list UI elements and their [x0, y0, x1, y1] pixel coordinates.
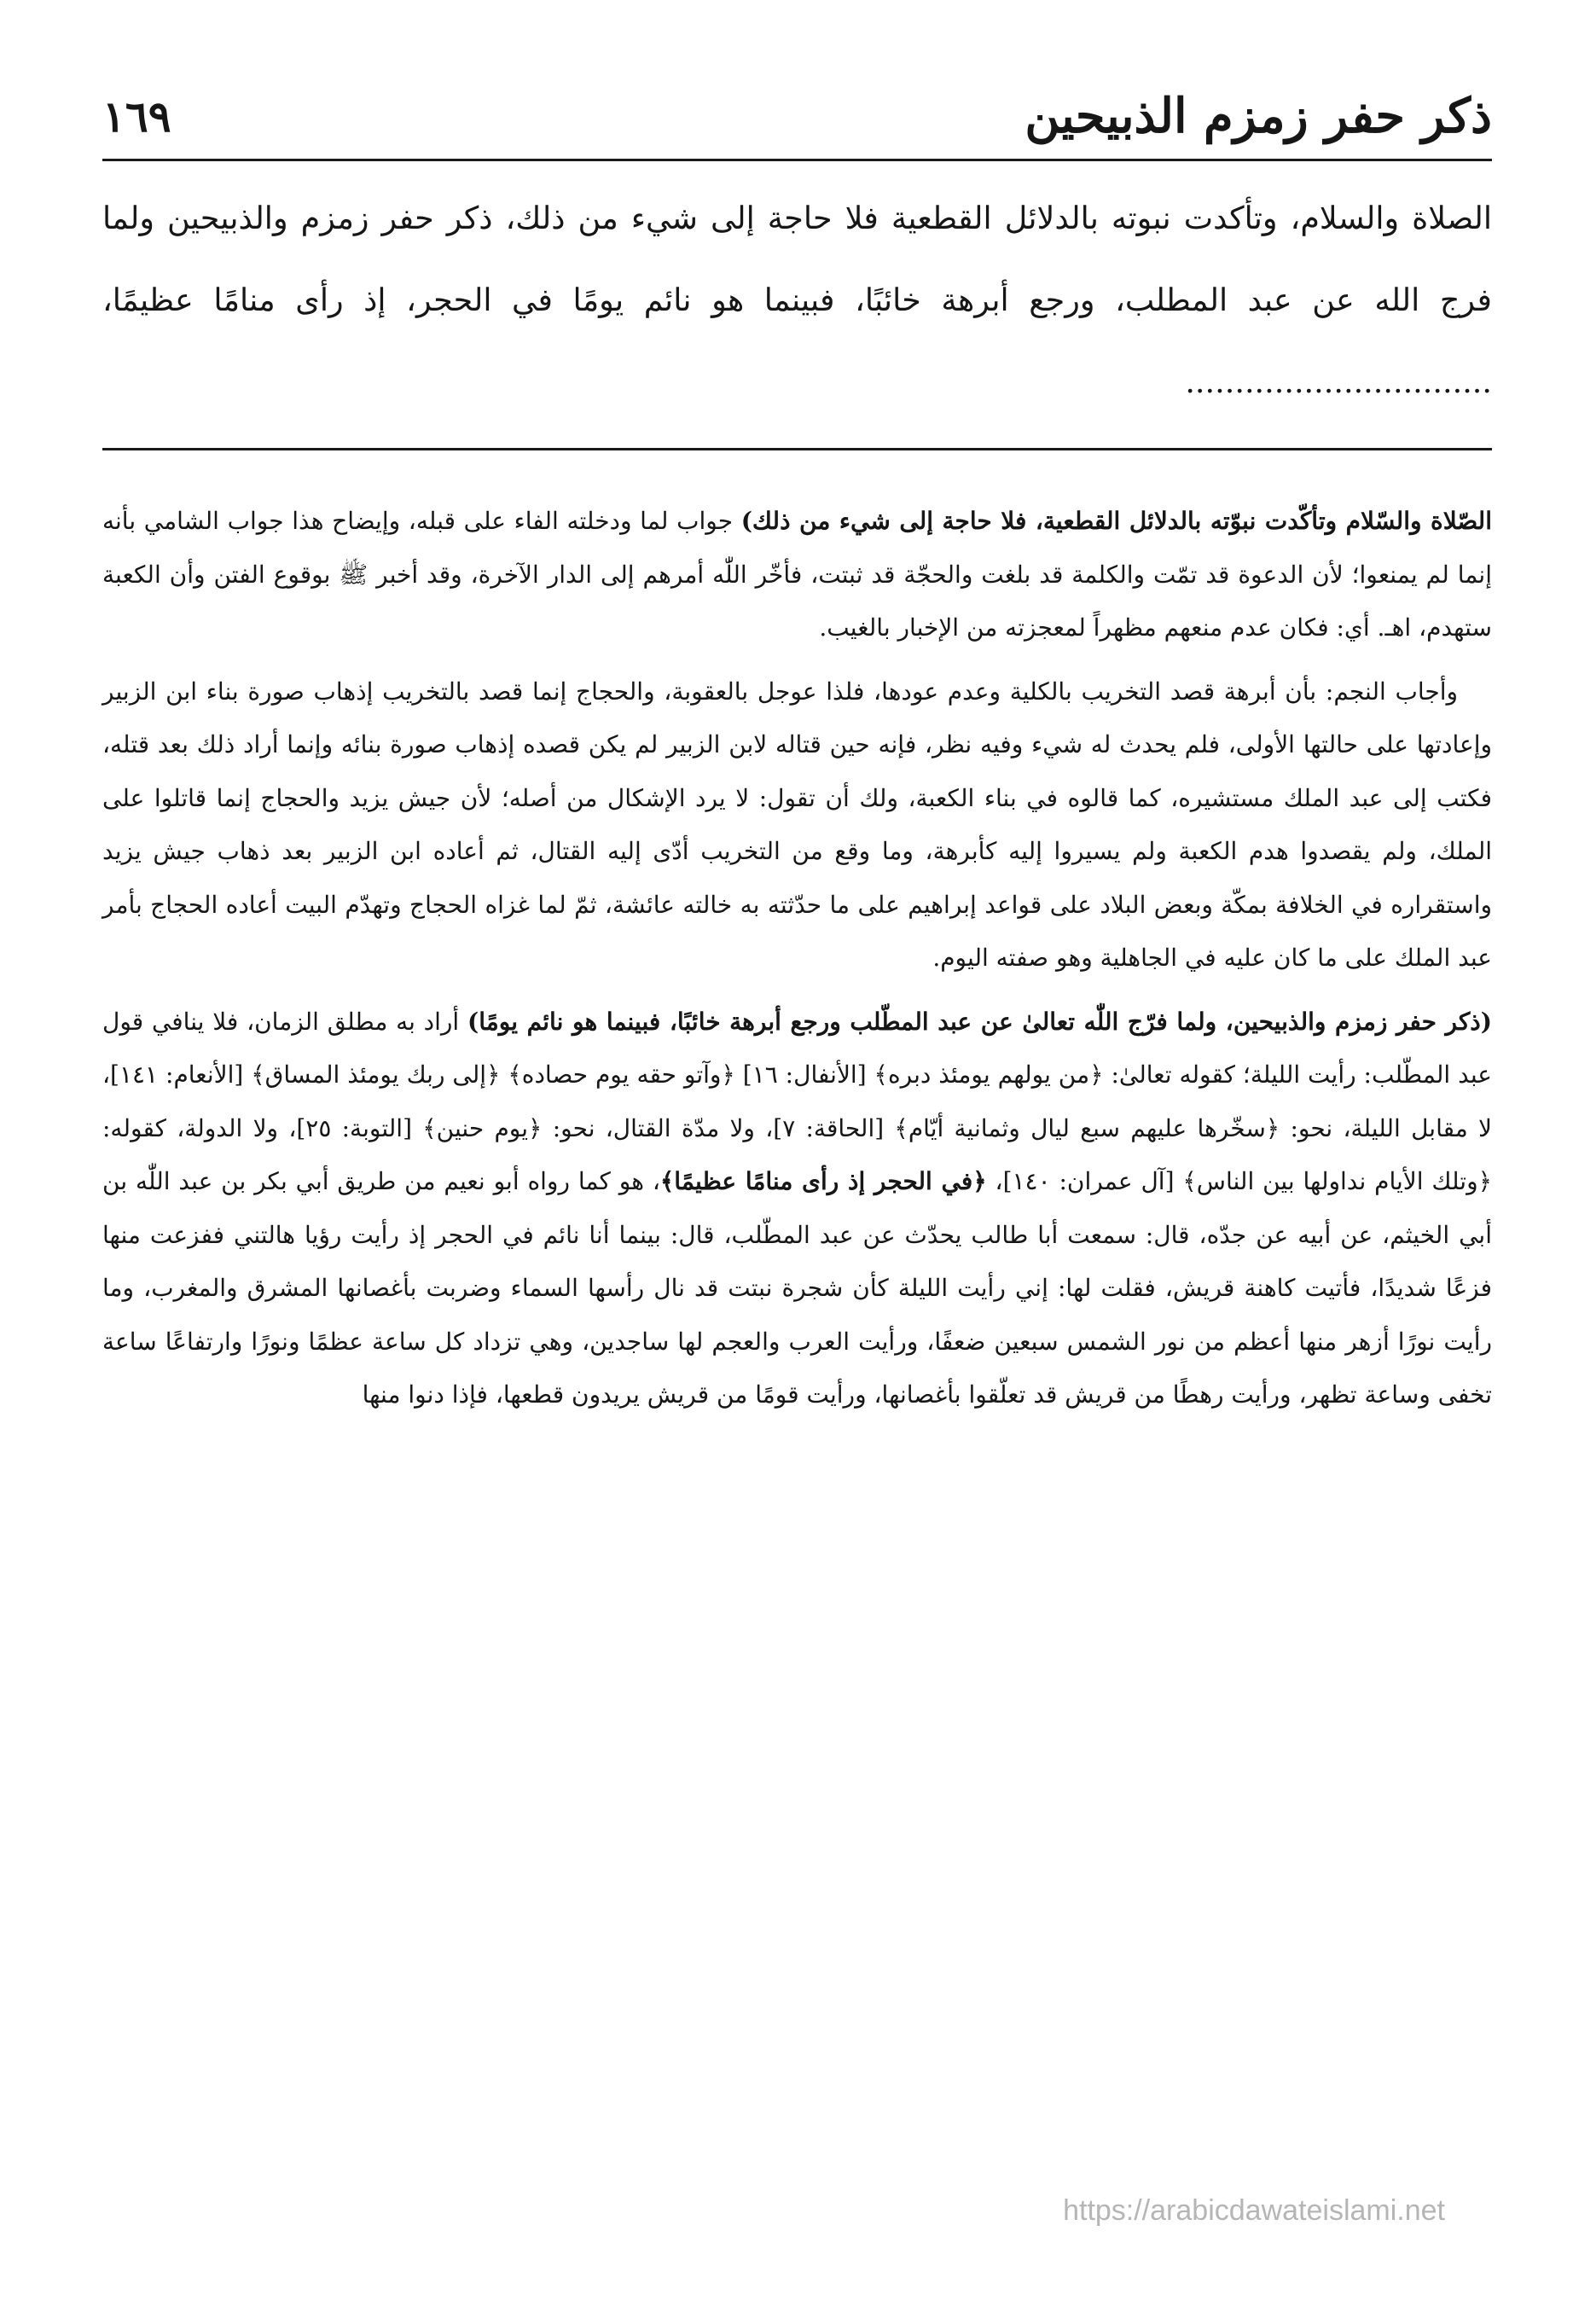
matn-separator-rule: [102, 448, 1492, 450]
commentary-paragraph-3: [102, 996, 1492, 1422]
commentary-body: ، هو كما رواه أبو نعيم من طريق أبي بكر بن عبد اللّٰه بن أبي الخيثم، عن أبيه عن جدّه، قال: سمعت أبا طالب يحدّث عن عبد المطّلب، قال: بينما أنا نائم في الحجر إذ رأيت رؤيا هالتني ففزعت منها فزعًا شديدًا، فأتيت كاهنة قريش، فقلت لها: إني رأيت الليلة كأن شجرة نبتت قد نال رأسها السماء وضربت بأغصانها المشرق والمغرب، وما رأيت نورًا أزهر منها أعظم من نور الشمس سبعين ضعفًا، ورأيت العرب والعجم لها ساجدين، وهي تزداد كل ساعة عظمًا ونورًا وارتفاعًا ساعة تخفى وساعة تظهر، ورأيت رهطًا من قريش قد تعلّقوا بأغصانها، ورأيت قومًا من قريش يريدون قطعها، فإذا دنوا منها: [102, 1167, 1492, 1409]
commentary-body: جواب لما ودخلته الفاء على قبله، وإيضاح هذا جواب الشامي بأنه إنما لم يمنعوا؛ لأن الدعوة قد تمّت والكلمة قد بلغت والحجّة قد ثبتت، فأخّر اللّٰه أمرهم إلى الدار الآخرة، وقد أخبر ﷺ بوقوع الفتن وأن الكعبة ستهدم، اهـ. أي: فكان عدم منعهم مظهراً لمعجزته من الإخبار بالغيب.: [102, 507, 1492, 642]
header-rule: [102, 159, 1492, 161]
commentary-lemma: (ذكر حفر زمزم والذبيحين، ولما فرّج اللّٰه تعالىٰ عن عبد المطّلب ورجع أبرهة خائبًا، فبينما هو نائم يومًا): [467, 1007, 1492, 1036]
page-number: ١٦٩: [102, 90, 171, 142]
commentary-lemma: ﴿في الحجر إذ رأى منامًا عظيمًا﴾: [659, 1167, 987, 1195]
running-header: [102, 82, 1492, 150]
commentary-text: [102, 495, 1492, 2278]
running-title: ذكر حفر زمزم الذبيحين: [1024, 88, 1492, 144]
commentary-body: أراد به مطلق الزمان، فلا ينافي قول عبد المطّلب: رأيت الليلة؛ كقوله تعالىٰ: ﴿من يولهم يومئذ دبره﴾ [الأنفال: ١٦] ﴿وآتو حقه يوم حصاده﴾ ﴿إلى ربك يومئذ المساق﴾ [الأنعام: ١٤١]، لا مقابل الليلة، نحو: ﴿سخّرها عليهم سبع ليال وثمانية أيّام﴾ [الحاقة: ٧]، ولا مدّة القتال، نحو: ﴿يوم حنين﴾ [التوبة: ٢٥]، ولا الدولة، كقوله: ﴿وتلك الأيام نداولها بين الناس﴾ [آل عمران: ١٤٠]،: [102, 1007, 1492, 1195]
commentary-paragraph-2: وأجاب النجم: بأن أبرهة قصد التخريب بالكلية وعدم عودها، فلذا عوجل بالعقوبة، والحجاج إنما قصد بالتخريب إذهاب صورة بناء ابن الزبير وإعادتها على حالتها الأولى، فلم يحدث له شيء وفيه نظر، فإنه حين قتاله لابن الزبير لم يكن قصده إذهاب صورة بنائه وإنما أراد ذلك بعد قتله، فكتب إلى عبد الملك مستشيره، كما قالوه في بناء الكعبة، ولك أن تقول: لا يرد الإشكال من أصله؛ لأن جيش يزيد والحجاج إنما قاتلوا على الملك، ولم يقصدوا هدم الكعبة ولم يسيروا إليه كأبرهة، وما وقع من التخريب أدّى إليه القتال، ثم أعاده ابن الزبير بعد ذهاب جيش يزيد واستقراره في الخلافة بمكّة وبعض البلاد على قواعد إبراهيم على ما حدّثته به خالته عائشة، ثمّ لما غزاه الحجاج وتهدّم البيت أعاده الحجاج بأمر عبد الملك على ما كان عليه في الجاهلية وهو صفته اليوم.: [102, 677, 1492, 972]
watermark-url: https://arabicdawateislami.net: [1063, 2194, 1445, 2227]
commentary-lemma: الصّلاة والسّلام وتأكّدت نبوّته بالدلائل القطعية، فلا حاجة إلى شيء من ذلك): [740, 507, 1492, 535]
commentary-paragraph-1: [102, 495, 1492, 655]
matn-text: الصلاة والسلام، وتأكدت نبوته بالدلائل القطعية فلا حاجة إلى شيء من ذلك، ذكر حفر زمزم والذبيحين ولما فرج الله عن عبد المطلب، ورجع أبرهة خائبًا، فبينما هو نائم يومًا في الحجر، إذ رأى منامًا عظيمًا، ...............................: [102, 200, 1492, 400]
